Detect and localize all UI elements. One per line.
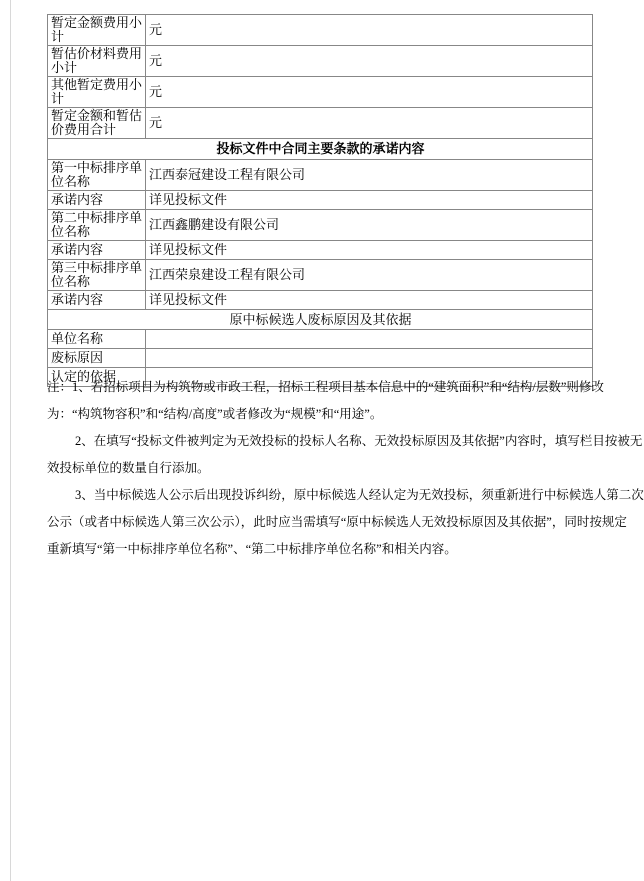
row-label: 第一中标排序单位名称 — [48, 160, 146, 191]
row-value: 江西泰冠建设工程有限公司 — [146, 160, 593, 191]
note-line: 为：“构筑物容积”和“结构/高度”或者修改为“规模”和“用途”。 — [47, 407, 383, 421]
table-row — [48, 291, 593, 310]
table-row — [48, 349, 593, 368]
table-row — [48, 139, 593, 160]
table-row — [48, 191, 593, 210]
table-row — [48, 210, 593, 241]
row-label: 第三中标排序单位名称 — [48, 260, 146, 291]
row-label: 废标原因 — [48, 349, 146, 368]
bid-evaluation-table — [47, 14, 593, 387]
row-label: 承诺内容 — [48, 291, 146, 310]
table-row — [48, 160, 593, 191]
page-margin-line — [10, 0, 11, 881]
row-value: 江西荣泉建设工程有限公司 — [146, 260, 593, 291]
row-value: 元 — [146, 108, 593, 139]
note-line: 注：1、若招标项目为构筑物或市政工程，招标工程项目基本信息中的“建筑面积”和“结构/层数”则修改 — [47, 380, 604, 394]
note-line: 重新填写“第一中标排序单位名称”、“第二中标排序单位名称”和相关内容。 — [47, 542, 457, 556]
row-value: 详见投标文件 — [146, 291, 593, 310]
row-label: 暂定金额和暂估价费用合计 — [48, 108, 146, 139]
notes — [47, 374, 644, 563]
note-line: 效投标单位的数量自行添加。 — [47, 461, 210, 475]
row-label: 第二中标排序单位名称 — [48, 210, 146, 241]
table-row — [48, 108, 593, 139]
table-row — [48, 310, 593, 330]
row-value — [146, 349, 593, 368]
note-line: 3、当中标候选人公示后出现投诉纠纷，原中标候选人经认定为无效投标，须重新进行中标候选人第二次 — [75, 488, 644, 502]
table-row — [48, 260, 593, 291]
row-value: 元 — [146, 77, 593, 108]
row-value: 元 — [146, 46, 593, 77]
table-row — [48, 330, 593, 349]
section-header-rejection: 原中标候选人废标原因及其依据 — [48, 310, 593, 330]
row-value — [146, 330, 593, 349]
row-label: 承诺内容 — [48, 191, 146, 210]
row-label: 单位名称 — [48, 330, 146, 349]
table-row — [48, 77, 593, 108]
row-value: 江西鑫鹏建设有限公司 — [146, 210, 593, 241]
table-row — [48, 46, 593, 77]
note-line: 2、在填写“投标文件被判定为无效投标的投标人名称、无效投标原因及其依据”内容时，填写栏目按被无 — [75, 434, 643, 448]
row-label: 暂定金额费用小计 — [48, 15, 146, 46]
row-label: 承诺内容 — [48, 241, 146, 260]
section-header-commitments: 投标文件中合同主要条款的承诺内容 — [48, 139, 593, 160]
table-row — [48, 241, 593, 260]
table-row — [48, 15, 593, 46]
row-label: 暂估价材料费用小计 — [48, 46, 146, 77]
row-value: 详见投标文件 — [146, 191, 593, 210]
row-label: 认定的依据 — [48, 368, 146, 387]
note-line: 公示（或者中标候选人第三次公示），此时应当需填写“原中标候选人无效投标原因及其依据”，同时按规定 — [47, 515, 627, 529]
row-label: 其他暂定费用小计 — [48, 77, 146, 108]
row-value: 元 — [146, 15, 593, 46]
row-value: 详见投标文件 — [146, 241, 593, 260]
